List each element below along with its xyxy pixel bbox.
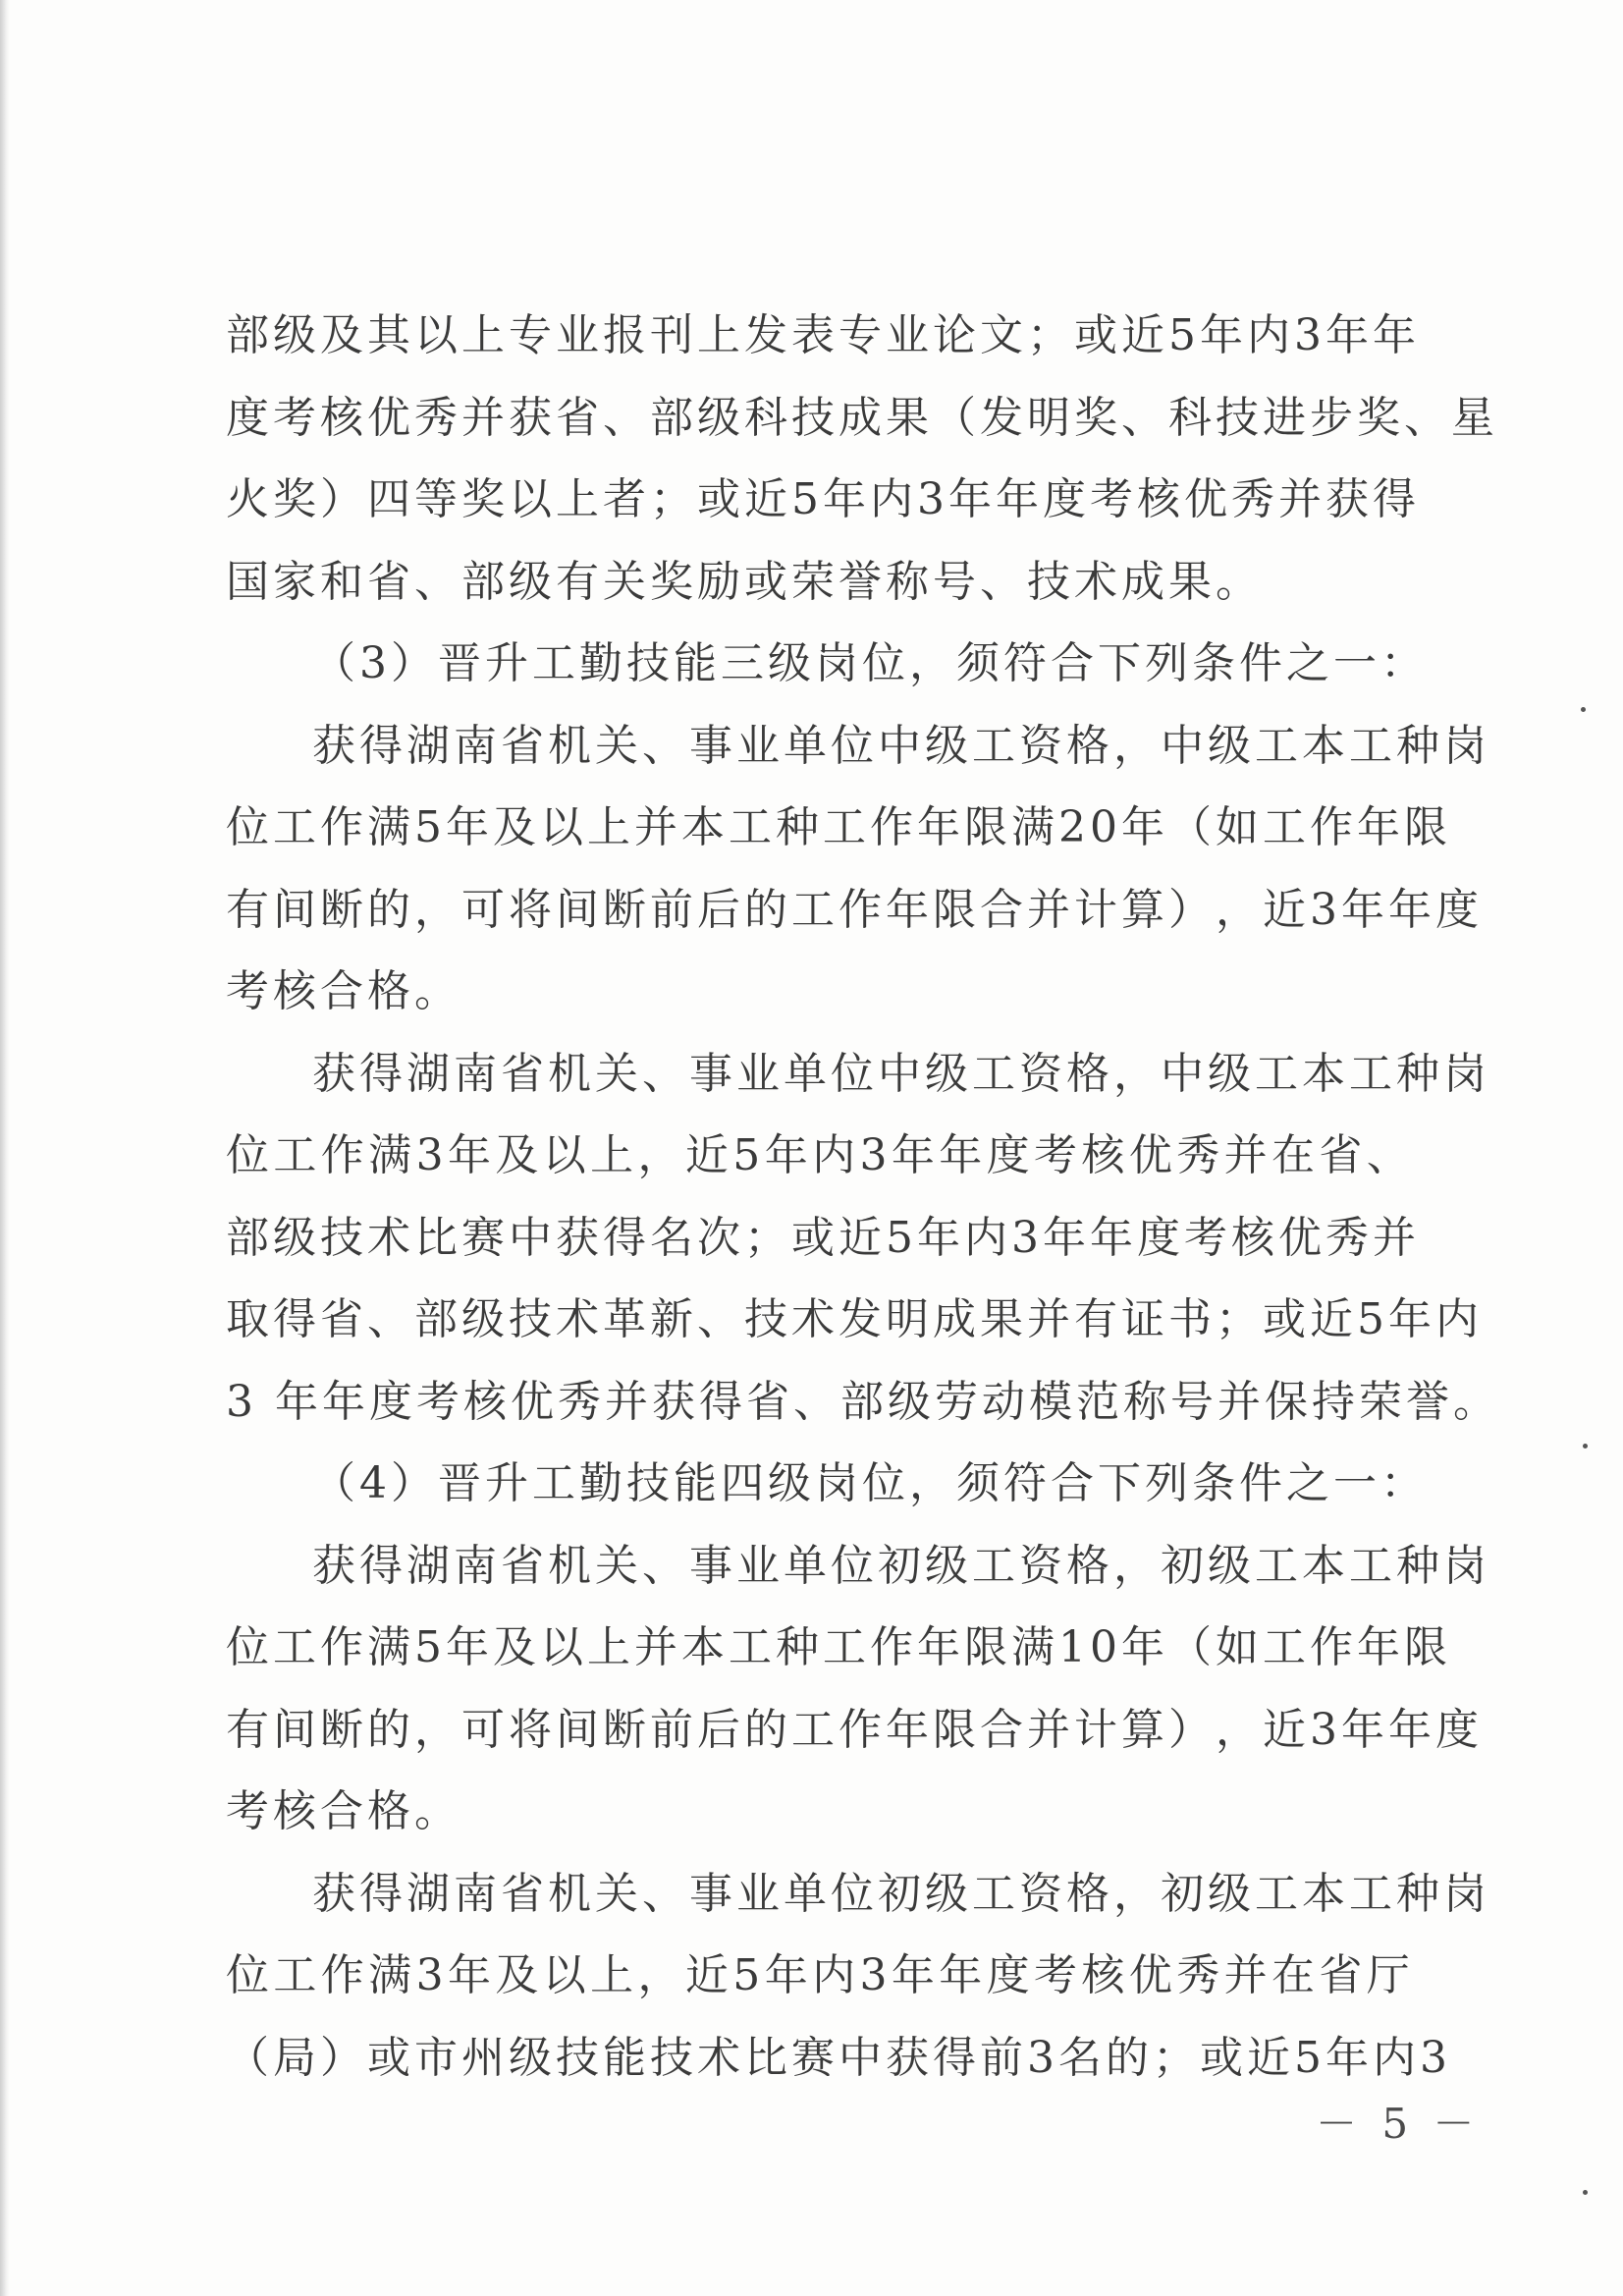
text-line: 部 级 技 术 比 赛 中 获 得 名 次 ； 或 近 5 年 内 3 年 年 度 考 核 优 秀 并	[226, 1212, 1420, 1263]
text-line: （4）晋升工勤技能四级岗位，须符合下列条件之一：	[312, 1458, 1428, 1508]
text-line: （ 局 ） 或 市 州 级 技 能 技 术 比 赛 中 获 得 前 3 名 的 ； 或 近 5 年 内 3	[226, 2032, 1451, 2083]
page-number: － 5 －	[1316, 2100, 1481, 2148]
text-line: 有 间 断 的 ， 可 将 间 断 前 后 的 工 作 年 限 合 并 计 算 ） ， 近 3 年 年 度	[226, 884, 1483, 935]
scan-speck	[1583, 2190, 1588, 2195]
scan-speck	[1583, 1444, 1588, 1449]
text-line: 有 间 断 的 ， 可 将 间 断 前 后 的 工 作 年 限 合 并 计 算 ） ， 近 3 年 年 度	[226, 1704, 1483, 1755]
text-line: 火 奖 ） 四 等 奖 以 上 者 ； 或 近 5 年 内 3 年 年 度 考 核 优 秀 并 获 得	[226, 474, 1420, 524]
text-line: 考核合格。	[226, 966, 461, 1016]
scan-speck	[1581, 707, 1586, 712]
text-line: 位 工 作 满 3 年 及 以 上 ， 近 5 年 内 3 年 年 度 考 核 优 秀 并 在 省 、	[226, 1130, 1414, 1180]
text-line: 部 级 及 其 以 上 专 业 报 刊 上 发 表 专 业 论 文 ； 或 近 5 年 内 3 年 年	[226, 310, 1420, 360]
scan-edge-shadow	[0, 0, 10, 2296]
text-line: 获 得 湖 南 省 机 关 、 事 业 单 位 中 级 工 资 格 ， 中 级 工 本 工 种 岗	[312, 1048, 1490, 1099]
text-line: 获 得 湖 南 省 机 关 、 事 业 单 位 中 级 工 资 格 ， 中 级 工 本 工 种 岗	[312, 720, 1490, 771]
text-line: 获 得 湖 南 省 机 关 、 事 业 单 位 初 级 工 资 格 ， 初 级 工 本 工 种 岗	[312, 1868, 1490, 1919]
text-line: 位 工 作 满 3 年 及 以 上 ， 近 5 年 内 3 年 年 度 考 核 优 秀 并 在 省 厅	[226, 1950, 1414, 2000]
text-line: 考核合格。	[226, 1786, 461, 1836]
text-line: 度 考 核 优 秀 并 获 省 、 部 级 科 技 成 果 （ 发 明 奖 、 科 技 进 步 奖 、 星	[226, 392, 1498, 443]
text-line: （3）晋升工勤技能三级岗位，须符合下列条件之一：	[312, 638, 1428, 688]
text-line: 获 得 湖 南 省 机 关 、 事 业 单 位 初 级 工 资 格 ， 初 级 工 本 工 种 岗	[312, 1540, 1490, 1591]
text-line: 国家和省、部级有关奖励或荣誉称号、技术成果。	[226, 556, 1263, 607]
text-line: 位 工 作 满 5 年 及 以 上 并 本 工 种 工 作 年 限 满 20 年 （ 如 工 作 年 限	[226, 802, 1451, 852]
text-line: 位 工 作 满 5 年 及 以 上 并 本 工 种 工 作 年 限 满 10 年 （ 如 工 作 年 限	[226, 1622, 1451, 1672]
text-line: 3 年年度考核优秀并获得省、部级劳动模范称号并保持荣誉。	[226, 1376, 1500, 1427]
body-text	[226, 295, 1500, 2099]
text-line: 取 得 省 、 部 级 技 术 革 新 、 技 术 发 明 成 果 并 有 证 书 ； 或 近 5 年 内	[226, 1294, 1483, 1344]
